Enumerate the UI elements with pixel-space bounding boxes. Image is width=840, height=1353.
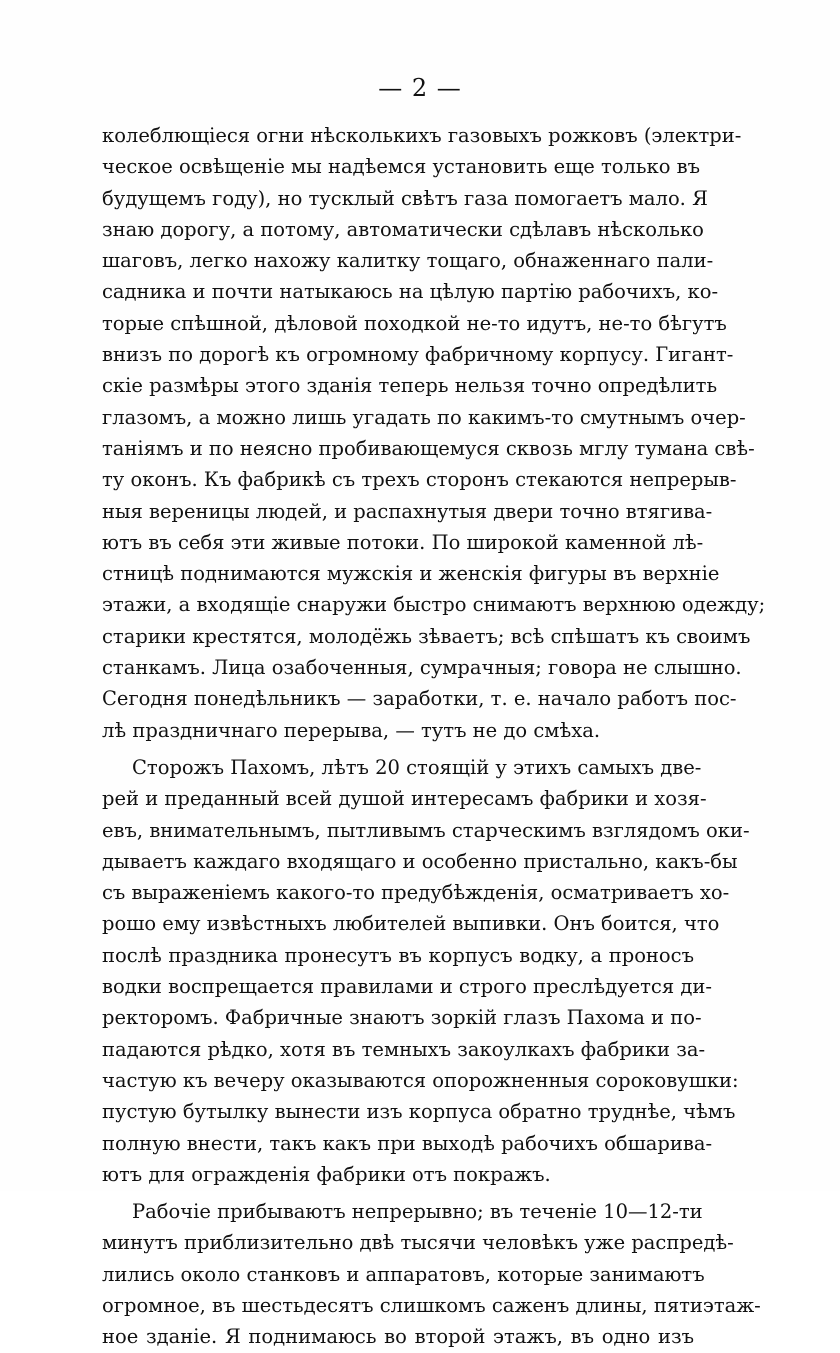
text-line: рей и преданный всей душой интересамъ фабрики и хозя- <box>102 787 707 811</box>
text-line: огромное, въ шестьдесятъ слишкомъ саженъ длины, пятиэтаж- <box>102 1293 761 1317</box>
text-line: ютъ въ себя эти живые потоки. По широкой каменной лѣ- <box>102 530 704 554</box>
text-line: ческое освѣщеніе мы надѣемся установить еще только въ <box>102 155 701 179</box>
text-line: ныя вереницы людей, и распахнутыя двери точно втягива- <box>102 499 713 523</box>
text-line: евъ, внимательнымъ, пытливымъ старческимъ взглядомъ оки- <box>102 818 750 842</box>
text-line: скіе размѣры этого зданія теперь нельзя точно опредѣлить <box>102 374 718 398</box>
text-line: глазомъ, а можно лишь угадать по какимъ-то смутнымъ очер- <box>102 405 746 429</box>
text-line: дываетъ каждаго входящаго и особенно пристально, какъ-бы <box>102 849 738 873</box>
text-line: Рабочіе прибываютъ непрерывно; въ теченіе 10—12-ти <box>132 1200 703 1224</box>
text-line: шаговъ, легко нахожу калитку тощаго, обнаженнаго пали- <box>102 249 714 273</box>
text-line: знаю дорогу, а потому, автоматически сдѣлавъ нѣсколько <box>102 217 704 241</box>
text-line: водки воспрещается правилами и строго преслѣдуется ди- <box>102 975 712 999</box>
text-line: этажи, а входящіе снаружи быстро снимаютъ верхнюю одежду; <box>102 593 766 617</box>
text-line: садника и почти натыкаюсь на цѣлую партію рабочихъ, ко- <box>102 280 719 304</box>
text-line: рошо ему извѣстныхъ любителей выпивки. Онъ боится, что <box>102 912 720 936</box>
text-line: послѣ праздника пронесутъ въ корпусъ водку, а проносъ <box>102 943 694 967</box>
text-line: падаются рѣдко, хотя въ темныхъ закоулкахъ фабрики за- <box>102 1037 706 1061</box>
text-line: пустую бутылку вынести изъ корпуса обратно труднѣе, чѣмъ <box>102 1100 736 1124</box>
text-line: ютъ для огражденія фабрики отъ покражъ. <box>102 1162 551 1186</box>
text-line: стницѣ поднимаются мужскія и женскія фигуры въ верхніе <box>102 562 720 586</box>
text-line: ту оконъ. Къ фабрикѣ съ трехъ сторонъ стекаются непрерыв- <box>102 468 737 492</box>
page-number: — 2 — <box>378 74 462 102</box>
text-line: лились около станковъ и аппаратовъ, которые занимаютъ <box>102 1262 705 1286</box>
text-line: частую къ вечеру оказываются опорожненныя сороковушки: <box>102 1068 739 1092</box>
body-text <box>102 120 766 1353</box>
text-line: таніямъ и по неясно пробивающемуся сквозь мглу тумана свѣ- <box>102 436 755 460</box>
text-line: ное зданіе. Я поднимаюсь во второй этажъ, въ одно изъ <box>102 1325 694 1349</box>
text-line: старики крестятся, молодёжь зѣваетъ; всѣ спѣшатъ къ своимъ <box>102 624 751 648</box>
text-line: лѣ праздничнаго перерыва, — тутъ не до смѣха. <box>102 718 601 742</box>
text-line: Сегодня понедѣльникъ — заработки, т. е. начало работъ пос- <box>102 687 737 711</box>
text-line: станкамъ. Лица озабоченныя, сумрачныя; говора не слышно. <box>102 656 742 680</box>
text-line: съ выраженіемъ какого-то предубѣжденія, осматриваетъ хо- <box>102 881 730 905</box>
text-line: минутъ приблизительно двѣ тысячи человѣкъ уже распредѣ- <box>102 1231 734 1255</box>
text-line: будущемъ году), но тусклый свѣтъ газа помогаетъ мало. Я <box>102 186 708 210</box>
text-line: колеблющіеся огни нѣсколькихъ газовыхъ рожковъ (электри- <box>102 124 742 147</box>
text-line: Сторожъ Пахомъ, лѣтъ 20 стоящій у этихъ самыхъ две- <box>132 755 702 779</box>
text-line: ректоромъ. Фабричные знаютъ зоркій глазъ Пахома и по- <box>102 1006 702 1030</box>
text-line: полную внести, такъ какъ при выходѣ рабочихъ обшарива- <box>102 1131 713 1155</box>
text-line: внизъ по дорогѣ къ огромному фабричному корпусу. Гигант- <box>102 343 734 367</box>
text-line: торые спѣшной, дѣловой походкой не-то идутъ, не-то бѣгутъ <box>102 311 727 335</box>
